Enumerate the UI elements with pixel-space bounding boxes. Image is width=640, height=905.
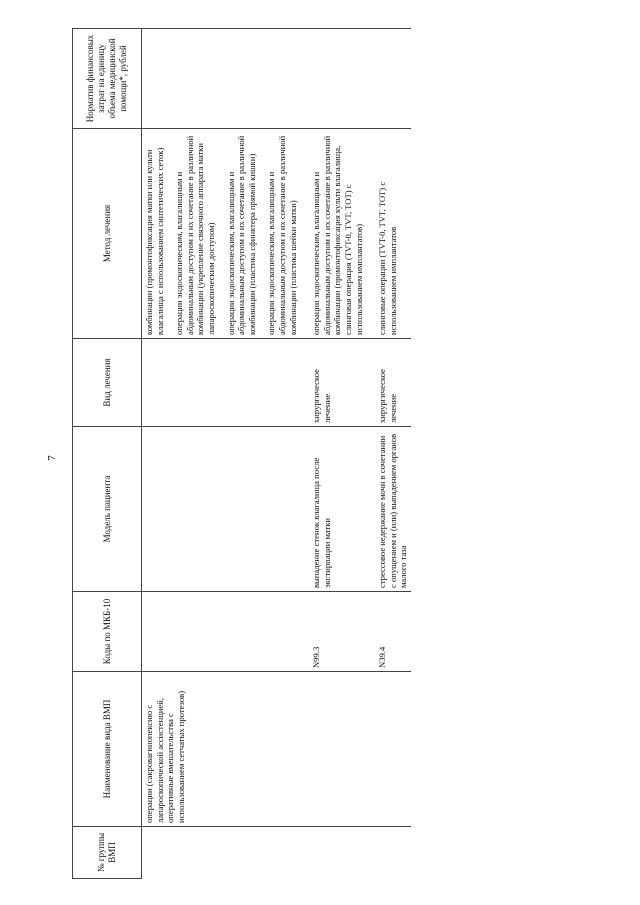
cell-cost-norm <box>375 29 411 129</box>
method-item: комбинации (промонтофиксация матки или культи влагалища с использованием синтетических сеток) <box>144 147 165 335</box>
cell-vmp-name: операции (сакровагинопексию с лапароскопической ассистенцией, оперативные вмешательства с использованием сетчатых протезов) <box>142 672 310 827</box>
cell-cost-norm <box>309 29 375 129</box>
table-row <box>309 29 375 879</box>
cell-treatment-method <box>375 129 411 339</box>
method-item: операции эндоскопическим, влагалищным и абдоминальным доступом и их сочетание в различной комбинации (промонтофиксация культи влагалища, слинговая операция (TVT-0, TVT, TOT) с использованием имплантатов) <box>311 135 364 335</box>
method-item: операции эндоскопическим, влагалищным и абдоминальным доступом и их сочетание в различной комбинации (пластика сфинктера прямой кишки) <box>225 135 257 335</box>
cell-group-number <box>142 827 310 879</box>
method-item: операции эндоскопическим, влагалищным и абдоминальным доступом и их сочетание в различной комбинации (пластика шейки матки) <box>266 135 298 335</box>
cell-treatment-type: хирургическое лечение <box>375 339 411 427</box>
header-cost-norm: Норматив финансовых затрат на единицу объема медицинской помощи*, рублей <box>73 29 142 129</box>
vmp-table <box>72 28 411 879</box>
table-row <box>375 29 411 879</box>
header-group-number: № группы ВМП <box>73 827 142 879</box>
cell-treatment-method <box>309 129 375 339</box>
method-item: слинговые операции (TVT-0, TVT, TOT) с использованием имплантатов <box>377 181 398 335</box>
cell-vmp-name <box>309 672 375 827</box>
cell-icd-code: N39.4 <box>375 592 411 672</box>
header-treatment-type: Вид лечения <box>73 339 142 427</box>
cell-patient-model <box>142 427 310 592</box>
cell-group-number <box>375 827 411 879</box>
cell-cost-norm <box>142 29 310 129</box>
cell-patient-model: стрессовое недержание мочи в сочетании с опущением и (или) выпадением органов малого таза <box>375 427 411 592</box>
cell-icd-code <box>142 592 310 672</box>
cell-treatment-type: хирургическое лечение <box>309 339 375 427</box>
cell-vmp-name <box>375 672 411 827</box>
cell-patient-model: выпадение стенок влагалища после экстирпации матки <box>309 427 375 592</box>
page-number: 7 <box>46 455 58 461</box>
header-treatment-method: Метод лечения <box>73 129 142 339</box>
header-patient-model: Модель пациента <box>73 427 142 592</box>
header-vmp-name: Наименование вида ВМП <box>73 672 142 827</box>
method-item: операции эндоскопическим, влагалищным и абдоминальным доступом и их сочетание в различной комбинации (укрепление связочного аппарата матки лапароскопическим доступом) <box>174 135 216 335</box>
table-header-row <box>73 29 142 879</box>
cell-treatment-method <box>142 129 310 339</box>
table-row <box>142 29 310 879</box>
cell-icd-code: N99.3 <box>309 592 375 672</box>
cell-treatment-type <box>142 339 310 427</box>
header-icd-codes: Коды по МКБ-10 <box>73 592 142 672</box>
rotated-table-area <box>46 29 566 879</box>
cell-group-number <box>309 827 375 879</box>
